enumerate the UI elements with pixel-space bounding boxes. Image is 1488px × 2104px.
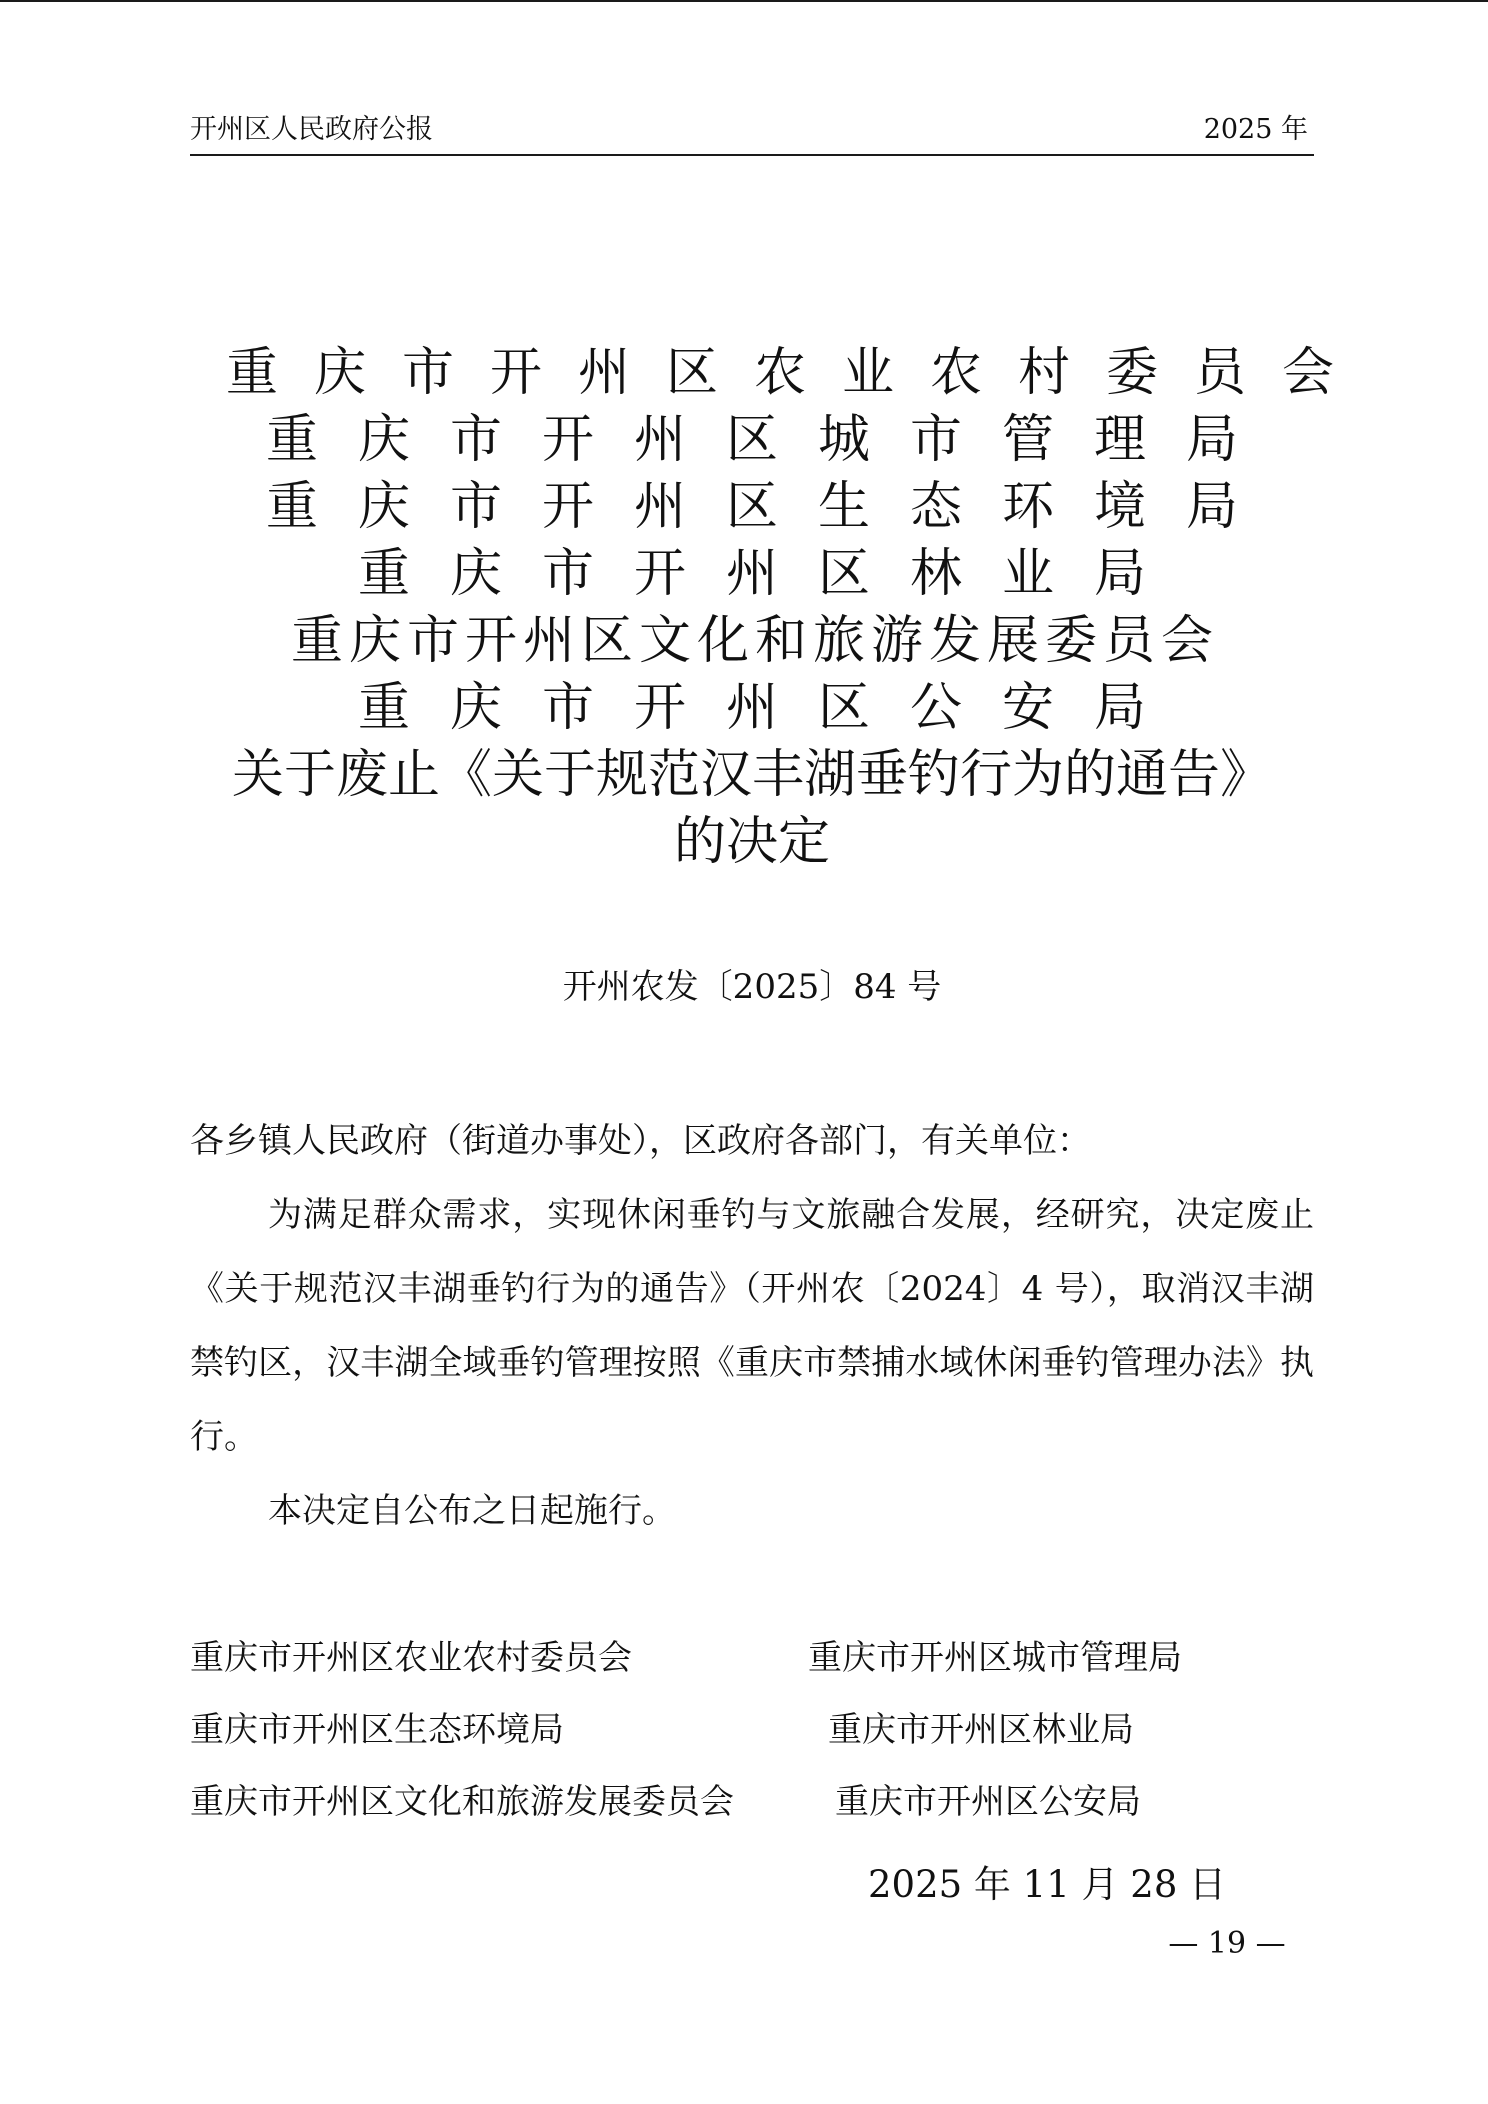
signature-public-security: 重庆市开州区公安局 xyxy=(835,1782,1141,1822)
title-line-forestry: 重庆市开州区林业局 xyxy=(357,544,1186,604)
title-line-decision: 的决定 xyxy=(673,812,830,872)
signature-forestry: 重庆市开州区林业局 xyxy=(828,1710,1134,1750)
signature-city-management: 重庆市开州区城市管理局 xyxy=(808,1638,1182,1678)
title-line-agriculture-committee: 重庆市开州区农业农村委员会 xyxy=(226,343,1371,403)
title-line-public-security: 重庆市开州区公安局 xyxy=(357,678,1186,738)
salutation: 各乡镇人民政府（街道办事处），区政府各部门，有关单位： xyxy=(190,1121,1091,1161)
title-line-culture-tourism: 重庆市开州区文化和旅游发展委员会 xyxy=(290,611,1219,671)
signature-agriculture-committee: 重庆市开州区农业农村委员会 xyxy=(190,1638,632,1678)
body-paragraph-effective: 本决定自公布之日起施行。 xyxy=(268,1491,676,1531)
document-body xyxy=(190,1104,1314,1548)
page-header xyxy=(190,110,1314,156)
title-line-city-management: 重庆市开州区城市管理局 xyxy=(265,410,1278,470)
title-line-subject: 关于废止《关于规范汉丰湖垂钓行为的通告》 xyxy=(231,745,1272,805)
document-title xyxy=(190,340,1371,876)
title-line-ecology-environment: 重庆市开州区生态环境局 xyxy=(265,477,1278,537)
signature-ecology-environment: 重庆市开州区生态环境局 xyxy=(190,1710,564,1750)
body-paragraph-main: 为满足群众需求，实现休闲垂钓与文旅融合发展，经研究，决定废止《关于规范汉丰湖垂钓行为的通告》（开州农〔2024〕4 号），取消汉丰湖禁钓区，汉丰湖全域垂钓管理按照《重庆市禁捕水域休闲垂钓管理办法》执行。 xyxy=(190,1195,1314,1457)
signature-culture-tourism: 重庆市开州区文化和旅游发展委员会 xyxy=(190,1782,734,1822)
issue-date: 2025 年 11 月 28 日 xyxy=(868,1863,1227,1906)
page-top-border xyxy=(0,0,1488,2)
page-number: — 19 — xyxy=(1168,1926,1286,1961)
publication-year: 2025 年 xyxy=(1203,114,1308,145)
document-number: 开州农发〔2025〕84 号 xyxy=(562,967,942,1007)
publication-name: 开州区人民政府公报 xyxy=(190,114,433,145)
